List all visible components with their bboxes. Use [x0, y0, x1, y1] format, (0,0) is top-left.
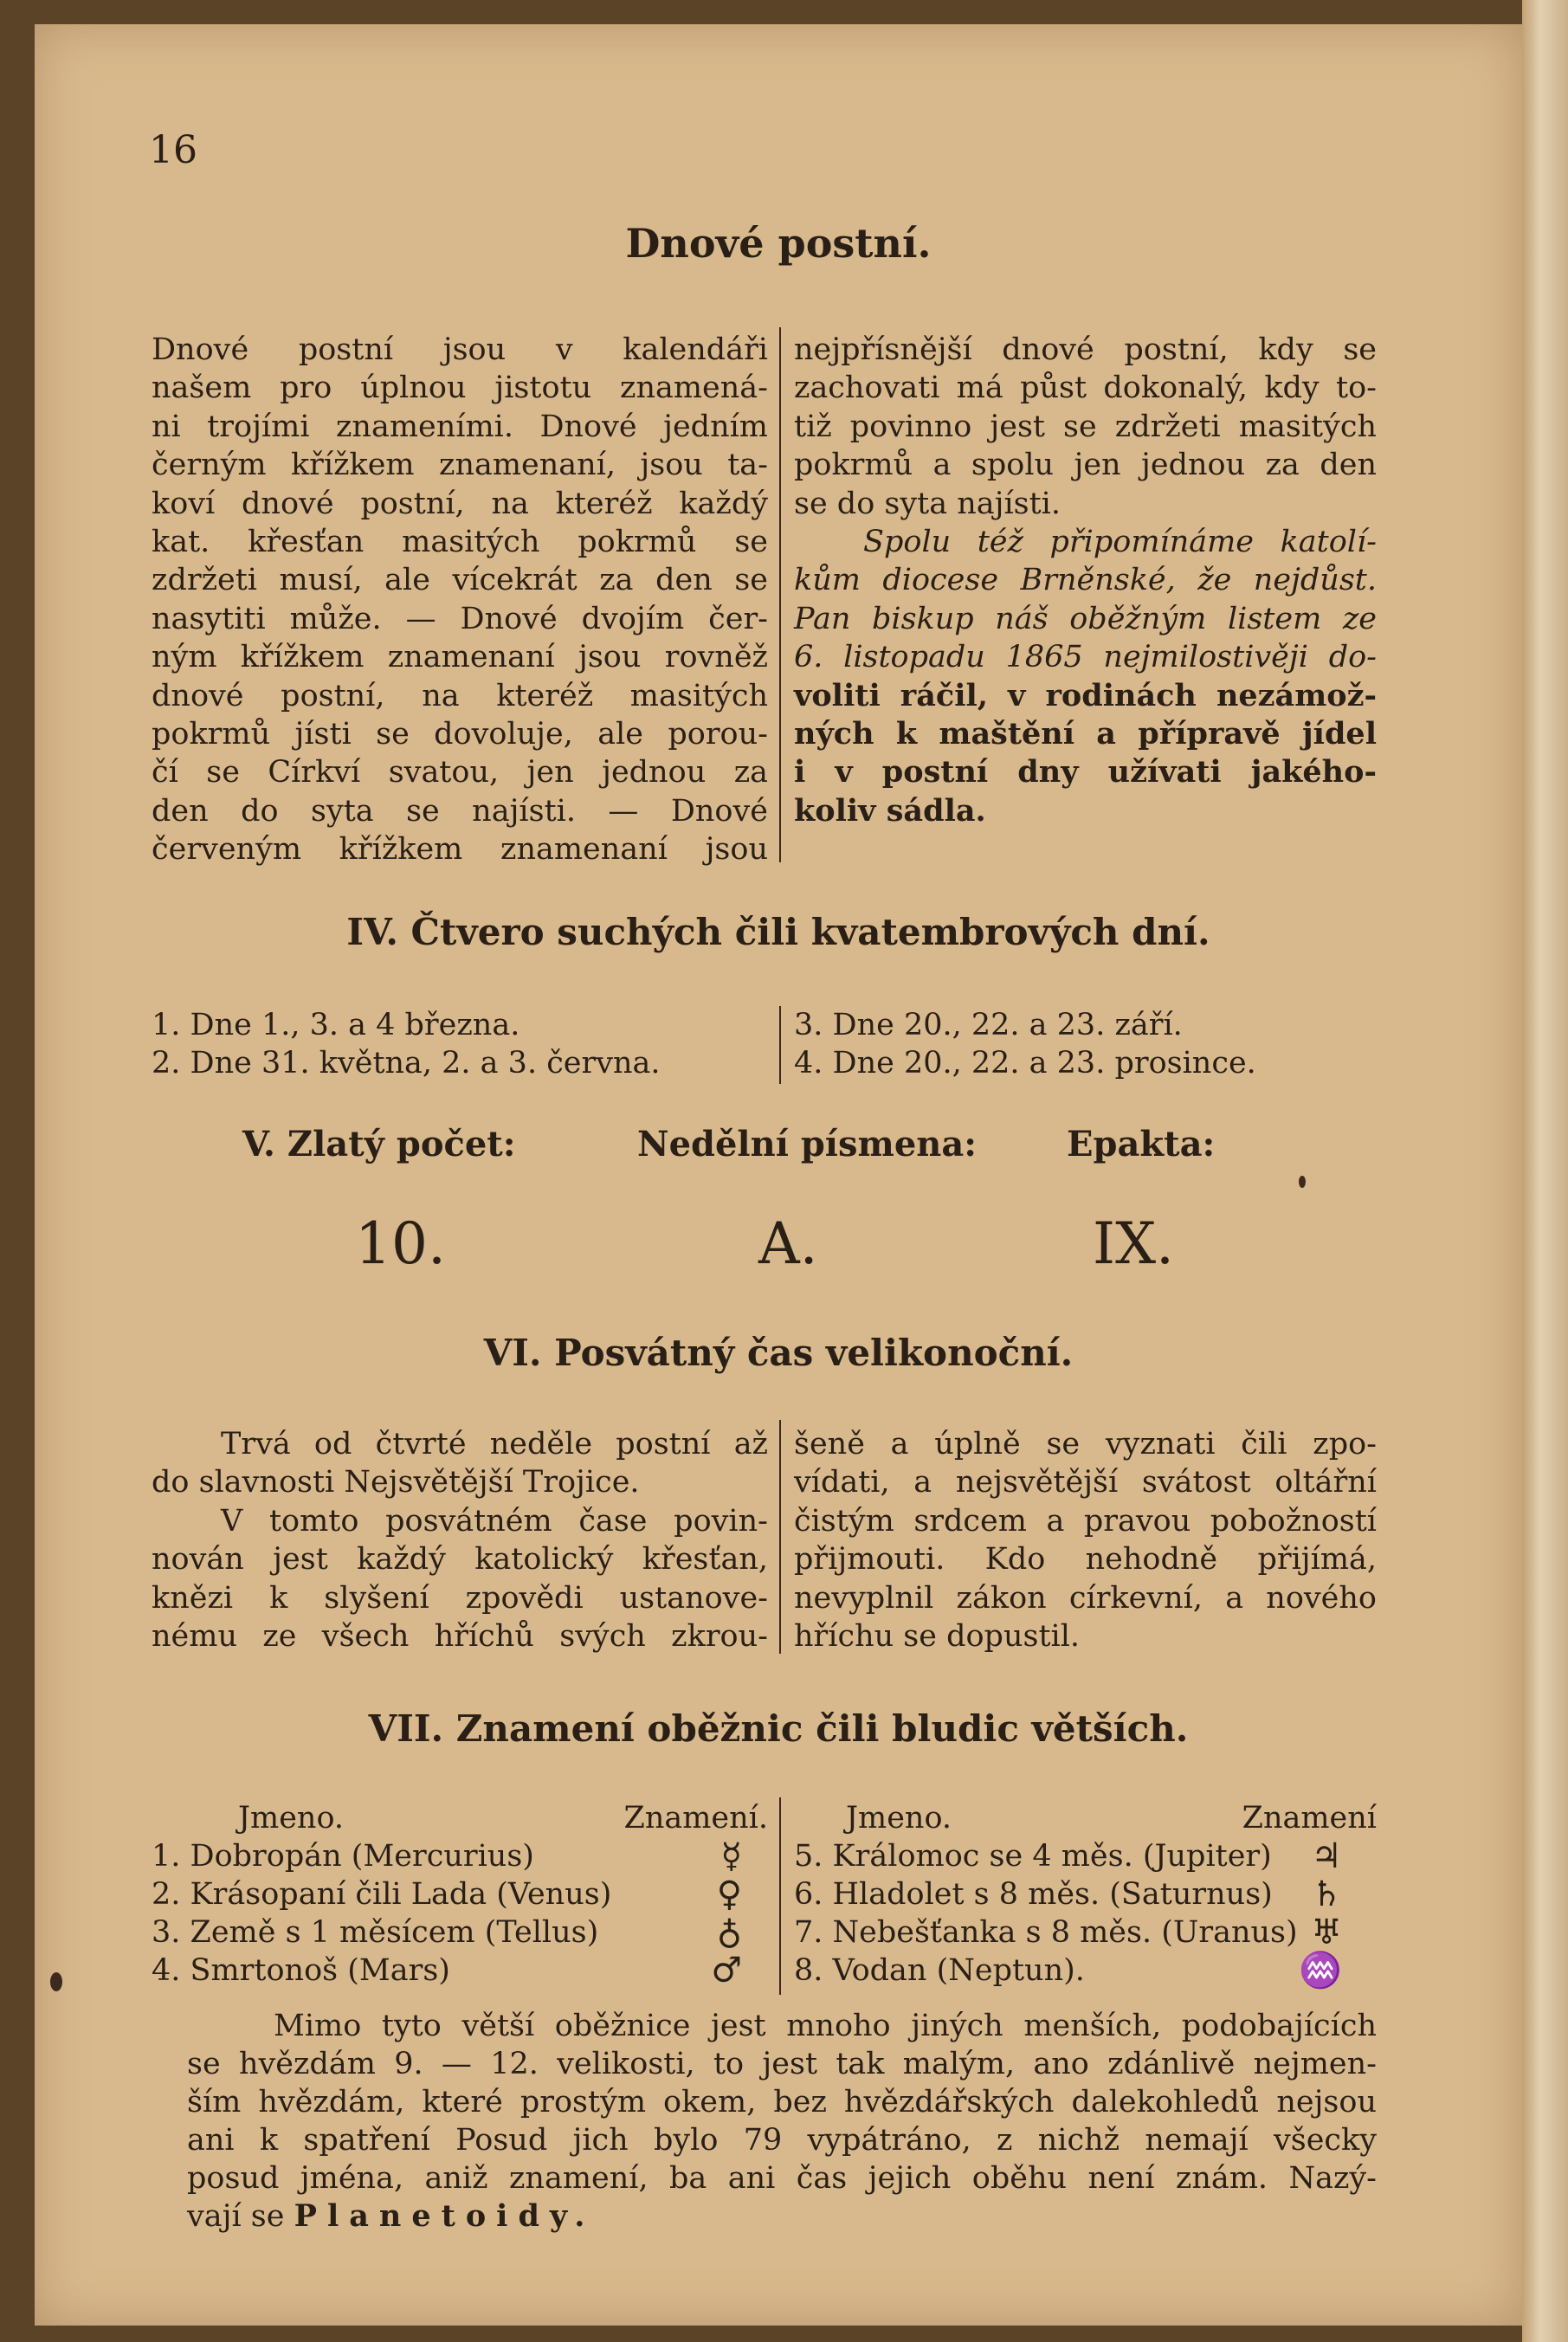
sunday-letter-label: Nedělní písmena: — [637, 1124, 978, 1165]
saturn-icon: ♄ — [1311, 1874, 1342, 1914]
uranus-icon: ♅ — [1311, 1913, 1342, 1952]
column-divider — [779, 1420, 781, 1654]
text-line: i v postní dny užívati jakého- — [794, 754, 1377, 790]
text-line: koví dnové postní, na kteréž každý — [152, 486, 768, 521]
text-line: 6. listopadu 1865 nejmilostivěji do- — [794, 640, 1377, 675]
planet-name: 8. Vodan (Neptun). — [794, 1953, 1085, 1988]
text-line: knězi k slyšení zpovědi ustanove- — [152, 1580, 768, 1616]
text-line: zdržeti musí, ale vícekrát za den se — [152, 563, 768, 598]
text-line: ani k spatření Posud jich bylo 79 vypátráno, z nichž nemají všecky — [187, 2123, 1377, 2158]
easter-title: VI. Posvátný čas velikonoční. — [483, 1332, 1074, 1374]
book-page — [35, 24, 1522, 2326]
text-line: Pan biskup náš oběžným listem ze — [794, 601, 1377, 636]
text-line: nován jest každý katolický křesťan, — [152, 1542, 768, 1577]
fasting-right-column — [794, 331, 1377, 830]
ember-item: 2. Dne 31. května, 2. a 3. června. — [152, 1046, 661, 1081]
col-sign-header: Znamení — [1242, 1801, 1377, 1836]
text-line: pokrmů jísti se dovoluje, ale porou- — [152, 717, 768, 752]
column-divider — [779, 327, 781, 862]
text-line: ných k maštění a přípravě jídel — [794, 716, 1377, 752]
text-line: čistým srdcem a pravou pobožností — [794, 1503, 1377, 1539]
planet-name: 7. Nebešťanka s 8 měs. (Uranus) — [794, 1915, 1298, 1950]
text-line: Dnové postní jsou v kalendáři — [152, 332, 768, 367]
ember-item: 4. Dne 20., 22. a 23. prosince. — [794, 1046, 1256, 1081]
fasting-left-column — [152, 331, 768, 869]
text-line: voliti ráčil, v rodinách nezámož- — [794, 677, 1377, 713]
epact-value: IX. — [1093, 1210, 1175, 1277]
golden-number-value: 10. — [355, 1210, 446, 1277]
earth-icon: ♁ — [716, 1913, 742, 1952]
text-line: se hvězdám 9. — 12. velikosti, to jest tak malým, ano zdánlivě nejmen- — [187, 2047, 1377, 2081]
ember-days-title: IV. Čtvero suchých čili kvatembrových dní. — [346, 911, 1210, 953]
text-line: Trvá od čtvrté neděle postní až — [221, 1427, 768, 1461]
mars-icon: ♂ — [711, 1951, 742, 1990]
text-line: nejpřísnější dnové postní, kdy se — [794, 332, 1377, 367]
text-line: šeně a úplně se vyznati čili zpo- — [794, 1427, 1377, 1461]
text-line: přijmouti. Kdo nehodně přijímá, — [794, 1542, 1377, 1577]
text-line: se do syta najísti. — [794, 486, 1061, 521]
table-header — [152, 1799, 768, 1837]
text-line: koliv sádla. — [794, 792, 986, 829]
ember-item: 1. Dne 1., 3. a 4 března. — [152, 1008, 520, 1042]
fasting-days-title: Dnové postní. — [625, 220, 932, 267]
text-line: nasytiti může. — Dnové dvojím čer- — [152, 601, 768, 636]
text-line: ni trojími znameními. Dnové jedním — [152, 409, 768, 444]
planet-name: 3. Země s 1 měsícem (Tellus) — [152, 1915, 599, 1950]
column-divider — [779, 1797, 781, 1995]
text-line: Spolu též připomínáme katolí- — [863, 525, 1377, 560]
text-line: červeným křížkem znamenaní jsou — [152, 832, 768, 868]
text-line: našem pro úplnou jistotu znamená- — [152, 371, 768, 406]
table-row — [794, 1875, 1377, 1913]
planets-right-table — [794, 1799, 1377, 1990]
text-line: Mimo tyto větší oběžnice jest mnoho jiných menších, podobajících — [274, 2009, 1377, 2043]
text-line: ším hvězdám, které prostým okem, bez hvězdářských dalekohledů nejsou — [187, 2085, 1377, 2119]
text-line: zachovati má půst dokonalý, kdy to- — [794, 371, 1377, 406]
planet-name: 4. Smrtonoš (Mars) — [152, 1953, 450, 1988]
planet-name: 1. Dobropán (Mercurius) — [152, 1839, 534, 1874]
planet-name: 2. Krásopaní čili Lada (Venus) — [152, 1877, 612, 1912]
ink-spot — [1299, 1176, 1306, 1188]
text-line: dnové postní, na kteréž masitých — [152, 678, 768, 713]
table-row — [152, 1837, 768, 1875]
text-line: kům diocese Brněnské, že nejdůst. — [794, 563, 1377, 598]
text-line: hříchu se dopustil. — [794, 1619, 1081, 1655]
column-divider — [779, 1006, 781, 1084]
planetoids-word: Planetoidy. — [294, 2198, 596, 2234]
text-line: den do syta se najísti. — Dnové — [152, 793, 768, 829]
table-row — [794, 1952, 1377, 1990]
text-line: nému ze všech hříchů svých zkrou- — [152, 1619, 768, 1655]
text-line: nevyplnil zákon církevní, a nového — [794, 1580, 1377, 1616]
table-row — [152, 1913, 768, 1952]
text-line: čí se Církví svatou, jen jednou za — [152, 755, 768, 790]
ember-item: 3. Dne 20., 22. a 23. září. — [794, 1008, 1183, 1042]
mercury-icon: ☿ — [720, 1836, 742, 1876]
page-number: 16 — [149, 128, 197, 172]
text-line: ným křížkem znamenaní jsou rovněž — [152, 640, 768, 675]
text-line: posud jména, aniž znamení, ba ani čas jejich oběhu není znám. Nazý- — [187, 2161, 1377, 2196]
jupiter-icon: ♃ — [1311, 1836, 1342, 1876]
table-header — [794, 1799, 1377, 1837]
planets-title: VII. Znamení oběžnic čili bludic větších. — [368, 1707, 1189, 1750]
sunday-letter-value: A. — [758, 1210, 818, 1277]
neptune-icon: ♒ — [1299, 1951, 1342, 1990]
planets-left-table — [152, 1799, 768, 1990]
planet-name: 6. Hladolet s 8 měs. (Saturnus) — [794, 1877, 1273, 1912]
text-line: černým křížkem znamenaní, jsou ta- — [152, 448, 768, 483]
col-sign-header: Znamení. — [623, 1801, 768, 1836]
epact-label: Epakta: — [1067, 1124, 1216, 1165]
text-line — [187, 2197, 1377, 2236]
planetoids-paragraph — [187, 2007, 1377, 2236]
table-row — [794, 1837, 1377, 1875]
text-line: do slavnosti Nejsvětější Trojice. — [152, 1465, 640, 1500]
planet-name: 5. Králomoc se 4 měs. (Jupiter) — [794, 1839, 1272, 1874]
table-row — [152, 1875, 768, 1913]
col-name-header: Jmeno. — [846, 1801, 952, 1836]
easter-right-column — [794, 1425, 1377, 1655]
easter-left-column — [152, 1425, 768, 1655]
text-line: vídati, a nejsvětější svátost oltářní — [794, 1465, 1377, 1500]
ink-spot — [50, 1972, 62, 1991]
golden-number-label: V. Zlatý počet: — [242, 1124, 516, 1165]
text-line: V tomto posvátném čase povin- — [221, 1503, 768, 1539]
venus-icon: ♀ — [716, 1874, 742, 1914]
text-line: kat. křesťan masitých pokrmů se — [152, 525, 768, 560]
book-binding — [1522, 0, 1568, 2342]
text-line: tiž povinno jest se zdržeti masitých — [794, 409, 1377, 444]
text-line: pokrmů a spolu jen jednou za den — [794, 448, 1377, 483]
col-name-header: Jmeno. — [238, 1801, 345, 1836]
table-row — [794, 1913, 1377, 1952]
table-row — [152, 1952, 768, 1990]
text-fragment: vají se — [187, 2199, 285, 2234]
